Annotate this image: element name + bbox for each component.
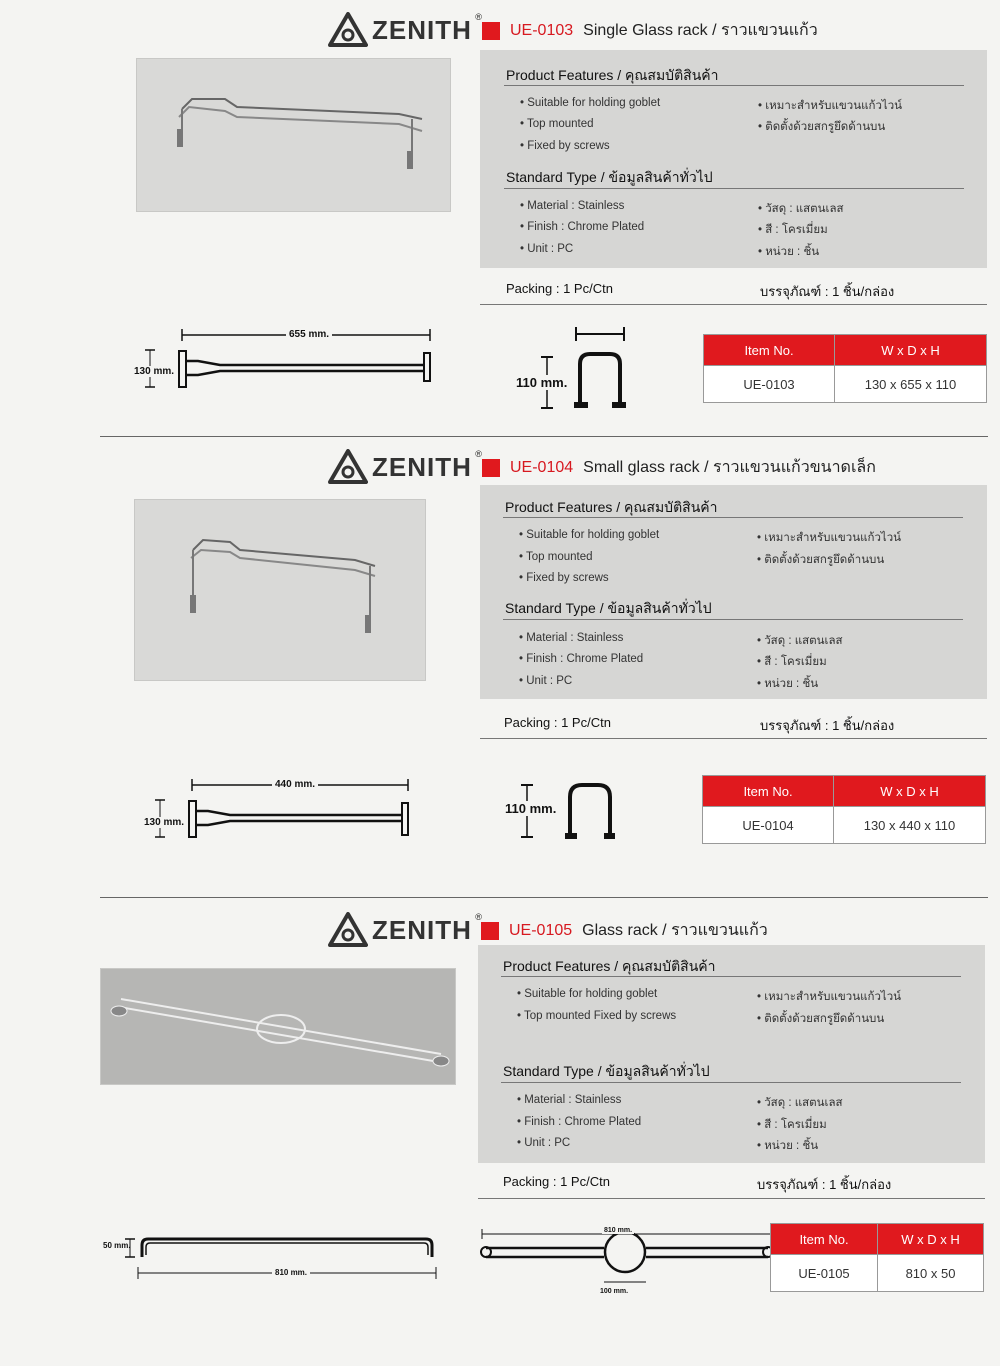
standard-en-1: • Material : Stainless (520, 200, 625, 212)
packing-rule (480, 304, 987, 305)
item-no-cell: UE-0104 (703, 807, 834, 844)
red-square-icon (482, 459, 500, 477)
zenith-triangle-icon (328, 912, 368, 948)
zenith-logo (328, 449, 482, 485)
side-view-drawing (540, 322, 630, 412)
glass-rack-photo-drawing (101, 969, 455, 1084)
standard-en-2: • Finish : Chrome Plated (519, 653, 644, 665)
size-cell: 130 x 440 x 110 (834, 807, 986, 844)
spec-table (703, 334, 987, 403)
standard-en-1: • Material : Stainless (519, 632, 624, 644)
standard-th-3: • หน่วย : ชิ้น (758, 246, 820, 258)
feature-th-2: • ติดตั้งด้วยสกรูยึดด้านบน (757, 1013, 885, 1025)
product-photo (134, 499, 426, 681)
features-rule (503, 517, 963, 518)
product-code: UE-0104 (510, 458, 574, 476)
item-no-header: Item No. (771, 1224, 878, 1255)
standard-th-2: • สี : โครเมี่ยม (757, 656, 827, 668)
packing-th: บรรจุภัณฑ์ : 1 ชิ้น/กล่อง (760, 284, 895, 299)
depth-label: 110 mm. (505, 801, 557, 816)
size-cell: 810 x 50 (878, 1255, 984, 1292)
features-heading: Product Features / คุณสมบัติสินค้า (505, 499, 718, 515)
standard-en-2: • Finish : Chrome Plated (520, 221, 645, 233)
depth-label: 110 mm. (516, 375, 568, 390)
feature-en-1: • Suitable for holding goblet (519, 529, 660, 541)
size-header: W x D x H (878, 1224, 984, 1255)
packing-th: บรรจุภัณฑ์ : 1 ชิ้น/กล่อง (757, 1177, 892, 1192)
height-label: 130 mm. (134, 366, 175, 377)
feature-th-1: • เหมาะสำหรับแขวนแก้วไวน์ (757, 532, 902, 544)
product-section-ue-0103 (0, 0, 1000, 436)
spec-table (770, 1223, 984, 1292)
feature-th-1: • เหมาะสำหรับแขวนแก้วไวน์ (758, 100, 903, 112)
standard-th-2: • สี : โครเมี่ยม (757, 1119, 827, 1131)
size-header: W x D x H (835, 335, 987, 366)
standard-heading: Standard Type / ข้อมูลสินค้าทั่วไป (505, 600, 712, 616)
height-label: 130 mm. (144, 817, 185, 828)
features-heading: Product Features / คุณสมบัติสินค้า (506, 67, 719, 83)
glass-rack-photo-drawing (135, 500, 425, 680)
product-section-ue-0105 (0, 898, 1000, 1366)
standard-en-1: • Material : Stainless (517, 1094, 622, 1106)
standard-th-1: • วัสดุ : แสตนเลส (757, 1097, 843, 1109)
feature-th-2: • ติดตั้งด้วยสกรูยึดด้านบน (757, 554, 885, 566)
standard-th-3: • หน่วย : ชิ้น (757, 1140, 819, 1152)
length-label: 440 mm. (272, 779, 318, 790)
registered-mark: ® (475, 12, 482, 22)
registered-mark: ® (475, 912, 482, 922)
size-header: W x D x H (834, 776, 986, 807)
product-title-row (481, 918, 768, 943)
feature-en-3: • Fixed by screws (520, 140, 610, 152)
length-label: 655 mm. (286, 329, 332, 340)
brand-name: ZENITH (372, 14, 472, 45)
zenith-logo (328, 912, 482, 948)
item-no-header: Item No. (703, 776, 834, 807)
packing-en: Packing : 1 Pc/Ctn (506, 281, 613, 296)
standard-en-3: • Unit : PC (519, 675, 573, 687)
center-label: 100 mm. (600, 1288, 629, 1295)
standard-en-3: • Unit : PC (520, 243, 574, 255)
feature-en-2: • Top mounted (519, 551, 593, 563)
product-photo (100, 968, 456, 1085)
height-label: 50 mm. (103, 1241, 131, 1250)
zenith-triangle-icon (328, 449, 368, 485)
standard-th-1: • วัสดุ : แสตนเลส (758, 203, 844, 215)
top-length-label: 810 mm. (604, 1227, 633, 1234)
features-heading: Product Features / คุณสมบัติสินค้า (503, 958, 716, 974)
standard-en-2: • Finish : Chrome Plated (517, 1116, 642, 1128)
product-title: Glass rack / ราวแขวนแก้ว (582, 922, 768, 939)
features-rule (501, 976, 961, 977)
red-square-icon (482, 22, 500, 40)
zenith-logo (328, 12, 482, 48)
feature-en-2: • Top mounted Fixed by screws (517, 1010, 677, 1022)
item-no-cell: UE-0105 (771, 1255, 878, 1292)
standard-rule (501, 1082, 961, 1083)
item-no-header: Item No. (704, 335, 835, 366)
registered-mark: ® (475, 449, 482, 459)
front-view-drawing (100, 1231, 440, 1301)
product-section-ue-0104 (0, 437, 1000, 897)
item-no-cell: UE-0103 (704, 366, 835, 403)
size-cell: 130 x 655 x 110 (835, 366, 987, 403)
standard-th-1: • วัสดุ : แสตนเลส (757, 635, 843, 647)
glass-rack-photo-drawing (137, 59, 450, 211)
product-code: UE-0105 (509, 921, 573, 939)
standard-rule (504, 188, 964, 189)
features-rule (504, 85, 964, 86)
feature-en-1: • Suitable for holding goblet (517, 988, 658, 1000)
standard-heading: Standard Type / ข้อมูลสินค้าทั่วไป (503, 1063, 710, 1079)
product-title: Single Glass rack / ราวแขวนแก้ว (583, 22, 818, 39)
product-code: UE-0103 (510, 21, 574, 39)
feature-th-1: • เหมาะสำหรับแขวนแก้วไวน์ (757, 991, 902, 1003)
feature-en-1: • Suitable for holding goblet (520, 97, 661, 109)
product-title-row (482, 18, 818, 43)
standard-th-3: • หน่วย : ชิ้น (757, 678, 819, 690)
packing-rule (478, 1198, 985, 1199)
standard-en-3: • Unit : PC (517, 1137, 571, 1149)
zenith-triangle-icon (328, 12, 368, 48)
packing-en: Packing : 1 Pc/Ctn (504, 715, 611, 730)
packing-en: Packing : 1 Pc/Ctn (503, 1174, 610, 1189)
length-label: 810 mm. (272, 1268, 310, 1277)
feature-th-2: • ติดตั้งด้วยสกรูยึดด้านบน (758, 121, 886, 133)
product-title-row (482, 455, 876, 480)
spec-table (702, 775, 986, 844)
feature-en-3: • Fixed by screws (519, 572, 609, 584)
packing-th: บรรจุภัณฑ์ : 1 ชิ้น/กล่อง (760, 718, 895, 733)
brand-name: ZENITH (372, 451, 472, 482)
product-title: Small glass rack / ราวแขวนแก้วขนาดเล็ก (583, 459, 876, 476)
brand-name: ZENITH (372, 914, 472, 945)
standard-heading: Standard Type / ข้อมูลสินค้าทั่วไป (506, 169, 713, 185)
product-photo (136, 58, 451, 212)
standard-th-2: • สี : โครเมี่ยม (758, 224, 828, 236)
feature-en-2: • Top mounted (520, 118, 594, 130)
red-square-icon (481, 922, 499, 940)
packing-rule (480, 738, 987, 739)
standard-rule (503, 619, 963, 620)
